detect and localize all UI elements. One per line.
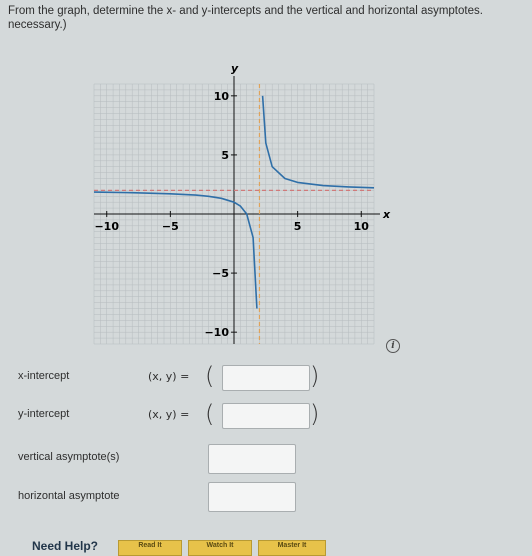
x-tick-label: 10 [353,220,369,233]
y-tick-label: −10 [204,326,229,340]
y-intercept-label: y-intercept [18,408,70,420]
prompt-line-2: necessary.) [8,19,67,31]
x-tick-label: −5 [161,220,179,233]
prompt-line-1: From the graph, determine the x- and y-intercepts and the vertical and horizontal asymptotes. [8,5,483,17]
x-intercept-close-paren: ) [310,362,320,390]
watch-it-button[interactable]: Watch It [188,540,252,556]
horizontal-asymptote-input[interactable] [208,482,296,512]
x-intercept-coord-label: (x, y) = [148,370,190,383]
y-tick-label: −5 [212,267,229,281]
read-it-button[interactable]: Read It [118,540,182,556]
x-tick-label: −10 [94,220,119,233]
y-intercept-open-paren: ( [205,400,215,428]
master-it-button[interactable]: Master It [258,540,326,556]
x-tick-label: 5 [293,220,302,233]
y-tick-label: 5 [221,148,229,162]
horizontal-asymptote-label: horizontal asymptote [18,490,120,502]
question-prompt [8,4,532,32]
need-help-label: Need Help? [32,539,99,553]
y-axis-label: y [231,62,239,75]
function-graph [84,56,391,346]
y-intercept-close-paren: ) [310,400,320,428]
x-intercept-label: x-intercept [18,370,70,382]
x-axis-label: x [383,208,391,221]
y-intercept-input[interactable] [222,403,310,429]
curve-branch-2 [263,96,374,188]
y-tick-label: 10 [213,89,229,103]
info-icon[interactable]: i [386,339,400,353]
x-intercept-open-paren: ( [205,362,215,390]
vertical-asymptote-label: vertical asymptote(s) [18,451,120,463]
vertical-asymptote-input[interactable] [208,444,296,474]
y-intercept-coord-label: (x, y) = [148,408,190,421]
graph [84,56,391,346]
x-intercept-input[interactable] [222,365,310,391]
